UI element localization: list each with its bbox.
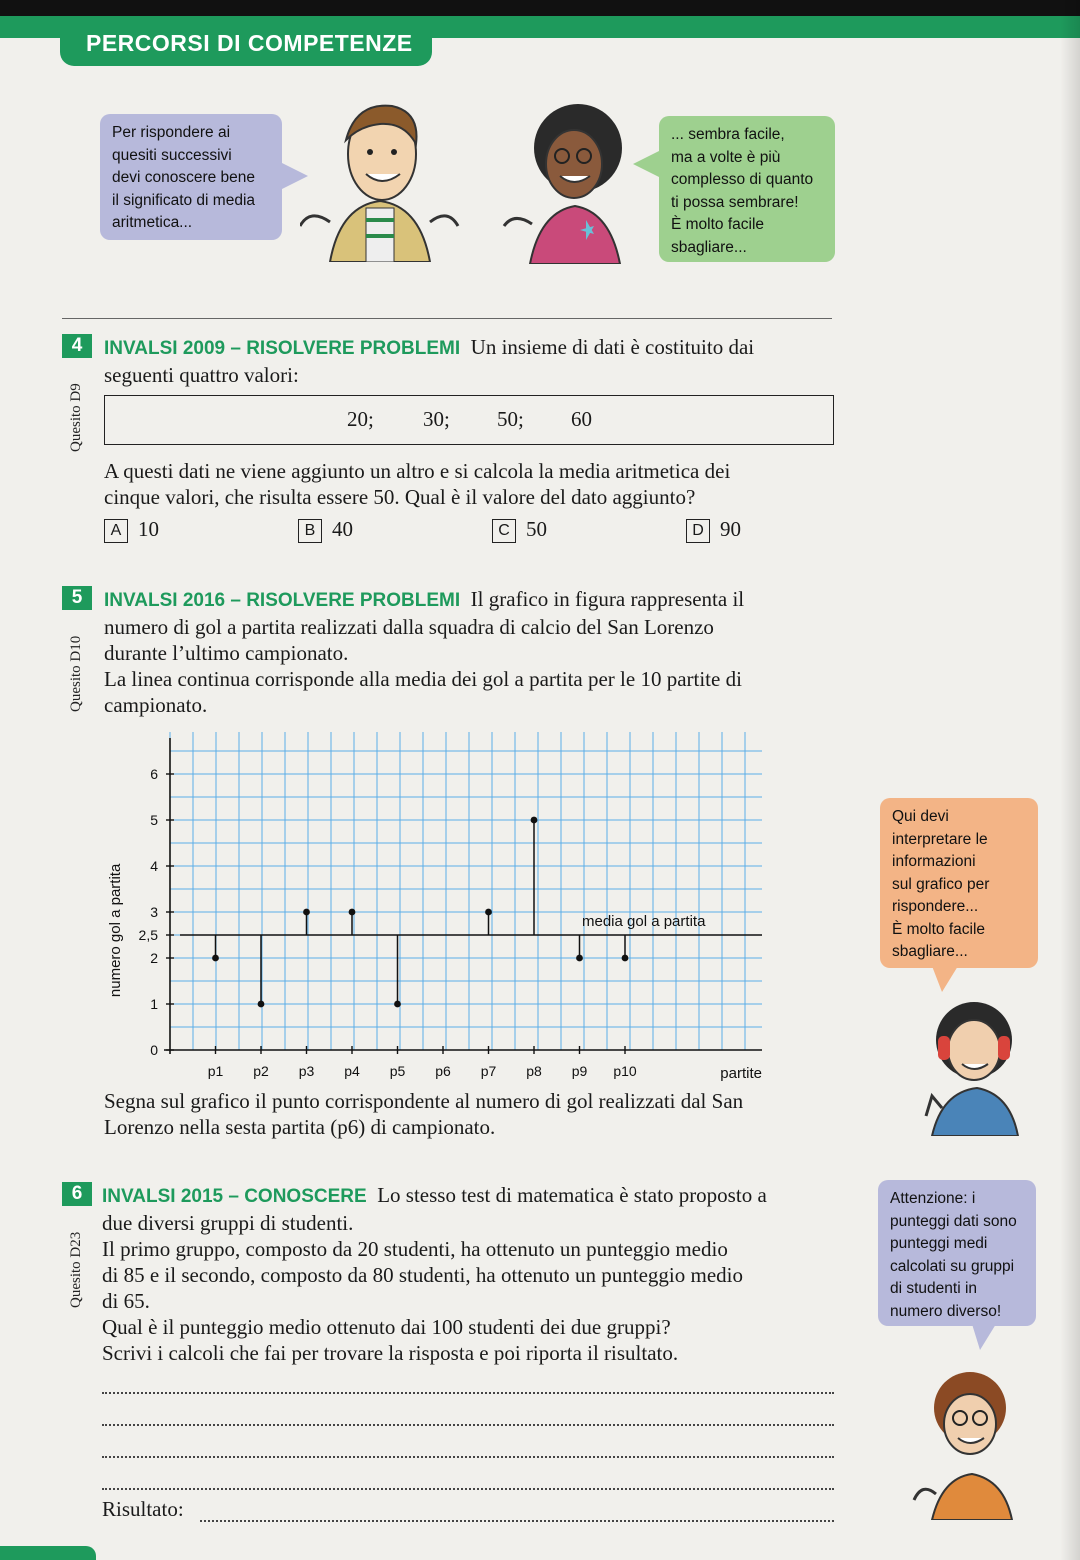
- question-5-text: INVALSI 2016 – RISOLVERE PROBLEMI Il grafico in figura rappresenta il numero di gol a partita realizzati dalla squadra di calcio del San Lorenzo durante l’ultimo campionato. La linea continua corrisponde alla media dei gol a partita per le 10 partite di campionato.: [104, 587, 745, 717]
- question-6-text: INVALSI 2015 – CONOSCERE Lo stesso test di matematica è stato proposto a due diversi gruppi di studenti. Il primo gruppo, composto da 20 studenti, ha ottenuto un punteggio medio di 85 e il secondo, composto da 80 studenti, ha ottenuto un punteggio medio di 65. Qual è il punteggio medio ottenuto dai 100 studenti dei due gruppi? Scrivi i calcoli che fai per trovare la risposta e poi riporta il risultato.: [102, 1183, 767, 1365]
- data-point: [349, 909, 356, 916]
- girl-character-illustration: [500, 104, 650, 264]
- data-point: [258, 1001, 265, 1008]
- question-5-tag: INVALSI 2016 – RISOLVERE PROBLEMI: [104, 590, 461, 611]
- question-4-tag: INVALSI 2009 – RISOLVERE PROBLEMI: [104, 338, 461, 359]
- bottom-green-tab: [0, 1546, 96, 1560]
- boy-character-illustration: [300, 96, 460, 262]
- question-4-followup: A questi dati ne viene aggiunto un altro e si calcola la media aritmetica dei cinque valori, che risulta essere 50. Qual è il valore del dato aggiunto?: [104, 459, 731, 509]
- question-5-number: 5: [62, 586, 92, 610]
- x-tick-label: p4: [344, 1063, 360, 1079]
- y-tick-label: 6: [150, 766, 158, 782]
- choice-b[interactable]: B 40: [298, 517, 353, 543]
- section-header: PERCORSI DI COMPETENZE: [60, 20, 432, 66]
- section-divider: [62, 318, 832, 319]
- data-point: [394, 1001, 401, 1008]
- data-point: [212, 955, 219, 962]
- value-2: 30;: [423, 407, 450, 431]
- x-tick-label: p6: [435, 1063, 451, 1079]
- y-tick-label: 2: [150, 950, 158, 966]
- x-tick-label: p1: [207, 1063, 224, 1079]
- y-tick-label: 0: [150, 1042, 158, 1058]
- question-6-code: Quesito D23: [68, 1231, 84, 1308]
- x-axis-label: partite: [720, 1065, 762, 1082]
- question-4-code: Quesito D9: [68, 383, 84, 452]
- data-point: [485, 909, 492, 916]
- goals-chart[interactable]: [100, 726, 800, 1086]
- x-tick-label: p7: [480, 1063, 497, 1079]
- x-tick-label: p9: [571, 1063, 588, 1079]
- answer-line-3[interactable]: [102, 1456, 834, 1458]
- chart-axes: [164, 738, 762, 1054]
- data-point: [576, 955, 583, 962]
- y-tick-label: 5: [150, 812, 158, 828]
- question-5-code: Quesito D10: [68, 635, 84, 712]
- y-tick-label: 1: [150, 996, 158, 1012]
- data-point: [622, 955, 629, 962]
- result-label: Risultato:: [102, 1497, 184, 1521]
- top-dark-band: [0, 0, 1080, 16]
- mean-label: media gol a partita: [582, 913, 706, 930]
- curly-boy-illustration: [912, 1366, 1022, 1520]
- x-tick-label: p5: [389, 1063, 406, 1079]
- result-answer-line[interactable]: [200, 1520, 834, 1522]
- value-4: 60: [571, 407, 592, 431]
- answer-line-4[interactable]: [102, 1488, 834, 1490]
- choice-a[interactable]: A 10: [104, 517, 159, 543]
- choice-d[interactable]: D 90: [686, 517, 741, 543]
- answer-line-1[interactable]: [102, 1392, 834, 1394]
- choice-c[interactable]: C 50: [492, 517, 547, 543]
- value-1: 20;: [347, 407, 374, 431]
- question-4-text: INVALSI 2009 – RISOLVERE PROBLEMI Un insieme di dati è costituito dai seguenti quattro valori:: [104, 335, 755, 387]
- answer-line-2[interactable]: [102, 1424, 834, 1426]
- question-4-number: 4: [62, 334, 92, 358]
- attention-bubble: Attenzione: i punteggi dati sono punteggi medi calcolati su gruppi di studenti in numero diverso!: [878, 1180, 1036, 1326]
- value-3: 50;: [497, 407, 524, 431]
- question-6-tag: INVALSI 2015 – CONOSCERE: [102, 1186, 367, 1207]
- x-tick-label: p3: [298, 1063, 315, 1079]
- intro-bubble-left: Per rispondere ai quesiti successivi devi conoscere bene il significato di media aritmetica...: [100, 114, 282, 240]
- y-tick-label: 4: [150, 858, 158, 874]
- data-values-box: [104, 395, 834, 445]
- intro-bubble-right: ... sembra facile, ma a volte è più complesso di quanto ti possa sembrare! È molto facile sbagliare...: [659, 116, 835, 262]
- chart-labels: [107, 766, 762, 1082]
- y-tick-label: 2,5: [138, 927, 158, 943]
- question-6-number: 6: [62, 1182, 92, 1206]
- data-point: [303, 909, 310, 916]
- x-tick-label: p2: [253, 1063, 269, 1079]
- data-point: [531, 817, 538, 824]
- y-axis-label: numero gol a partita: [107, 863, 124, 998]
- x-tick-label: p8: [526, 1063, 542, 1079]
- page-edge-shadow: [1060, 0, 1080, 1560]
- headphones-girl-illustration: [922, 996, 1022, 1136]
- question-5-instruction: Segna sul grafico il punto corrispondente al numero di gol realizzati dal San Lorenzo nella sesta partita (p6) di campionato.: [104, 1089, 744, 1139]
- y-tick-label: 3: [150, 904, 158, 920]
- graph-hint-bubble: Qui devi interpretare le informazioni sul grafico per rispondere... È molto facile sbagliare...: [880, 798, 1038, 968]
- x-tick-label: p10: [613, 1063, 637, 1079]
